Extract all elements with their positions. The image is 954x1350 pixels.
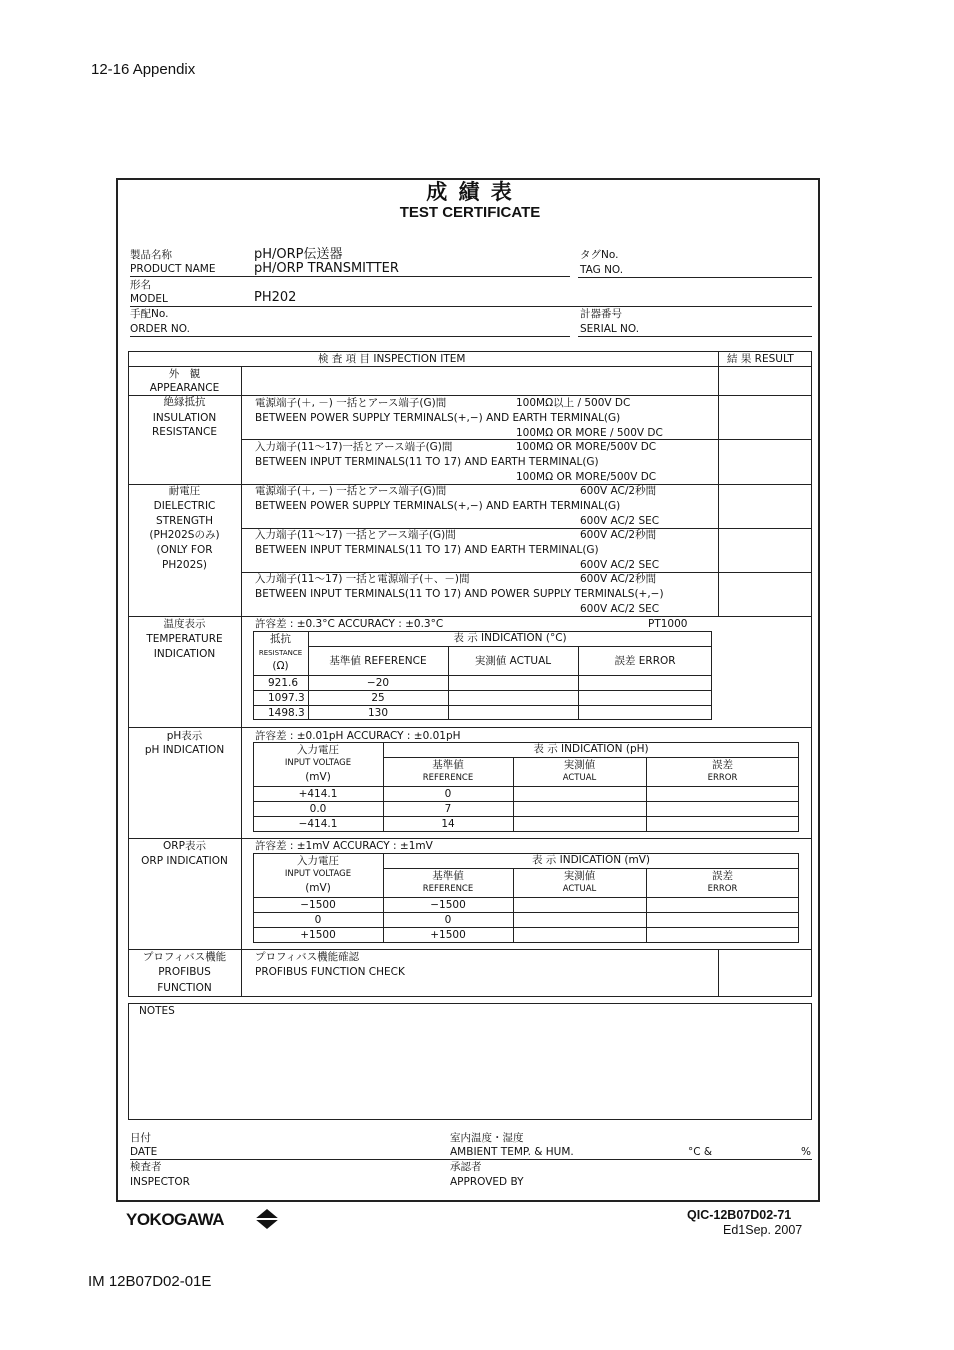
- temperature-sensor: PT1000: [648, 618, 688, 630]
- temp-row-3-ref: 130: [367, 707, 389, 719]
- insulation-r2-en: BETWEEN INPUT TERMINALS(11 TO 17) AND EARTH TERMINAL(G): [255, 456, 599, 468]
- orp-row-1-in: −1500: [300, 899, 336, 911]
- product-name-label-en: PRODUCT NAME: [130, 263, 216, 275]
- ph-row-1-ref: 0: [444, 788, 452, 800]
- date-label-en: DATE: [130, 1146, 158, 1158]
- profibus-jp: プロフィバス機能: [142, 951, 227, 963]
- insulation-r1-spec-en: 100MΩ OR MORE / 500V DC: [516, 427, 663, 439]
- ph-row-2-in: 0.0: [309, 803, 327, 815]
- orp-row-3-ref: +1500: [430, 929, 466, 941]
- orp-jp: ORP表示: [163, 840, 206, 852]
- ph-err-jp: 誤差: [712, 759, 733, 771]
- ph-indication: 表 示 INDICATION (pH): [533, 743, 649, 755]
- insulation-r2-spec-en: 100MΩ OR MORE/500V DC: [516, 471, 657, 483]
- ambient-pct: %: [801, 1146, 811, 1158]
- ambient-label-jp: 室内温度・湿度: [450, 1132, 524, 1144]
- ph-jp: pH表示: [166, 730, 203, 742]
- orp-input-en: INPUT VOLTAGE: [284, 869, 352, 879]
- insulation-r1-en: BETWEEN POWER SUPPLY TERMINALS(+,−) AND EARTH TERMINAL(G): [255, 412, 621, 424]
- insulation-en2: RESISTANCE: [152, 426, 217, 438]
- orp-act-jp: 実測値: [563, 870, 596, 882]
- orp-err-en: ERROR: [707, 884, 738, 894]
- serial-label-en: SERIAL NO.: [580, 323, 640, 335]
- inspector-label-jp: 検査者: [130, 1161, 162, 1173]
- dielectric-r3-spec-en: 600V AC/2 SEC: [580, 603, 660, 615]
- notes-label: NOTES: [139, 1005, 175, 1017]
- dielectric-en1: DIELECTRIC: [153, 500, 216, 512]
- insulation-jp: 絶縁抵抗: [163, 396, 206, 408]
- orp-en: ORP INDICATION: [141, 855, 228, 867]
- page-footer: IM 12B07D02-01E: [88, 1273, 212, 1290]
- appearance-en: APPEARANCE: [149, 382, 220, 394]
- ph-act-en: ACTUAL: [562, 773, 597, 783]
- dielectric-r1-spec-en: 600V AC/2 SEC: [580, 515, 660, 527]
- temp-ref-header: 基準値 REFERENCE: [329, 655, 427, 667]
- orp-row-3-in: +1500: [300, 929, 336, 941]
- notes-box: [128, 1003, 812, 1120]
- orp-row-1-ref: −1500: [430, 899, 466, 911]
- dielectric-r3-jp: 入力端子(11～17) 一括と電源端子(＋、－)間: [255, 573, 470, 585]
- page-header: 12-16 Appendix: [91, 61, 196, 78]
- dielectric-r2-spec-en: 600V AC/2 SEC: [580, 559, 660, 571]
- insulation-r2-spec-jp: 100MΩ OR MORE/500V DC: [516, 441, 657, 453]
- orp-ref-en: REFERENCE: [422, 884, 474, 894]
- dielectric-r3-spec-jp: 600V AC/2秒間: [580, 573, 657, 585]
- orp-ref-jp: 基準値: [432, 870, 464, 882]
- doc-edition: Ed1Sep. 2007: [723, 1223, 803, 1237]
- profibus-check-jp: プロフィバス機能確認: [255, 951, 360, 963]
- orp-row-2-in: 0: [314, 914, 322, 926]
- doc-code: QIC-12B07D02-71: [687, 1208, 792, 1222]
- inspector-label-en: INSPECTOR: [130, 1176, 190, 1188]
- temperature-jp: 温度表示: [163, 618, 206, 630]
- ph-en: pH INDICATION: [144, 744, 225, 756]
- dielectric-r1-jp: 電源端子(＋, －) 一括とアース端子(G)間: [255, 485, 447, 497]
- temp-row-3-res: 1498.3: [268, 707, 305, 719]
- ph-ref-jp: 基準値: [432, 759, 464, 771]
- profibus-en2: FUNCTION: [157, 982, 212, 994]
- inspection-item-header: 検 査 項 目 INSPECTION ITEM: [318, 353, 466, 365]
- orp-accuracy: 許容差 : ±1mV ACCURACY : ±1mV: [255, 840, 433, 852]
- ph-act-jp: 実測値: [563, 759, 596, 771]
- insulation-r1-spec-jp: 100MΩ以上 / 500V DC: [516, 397, 631, 409]
- insulation-r1-jp: 電源端子(＋, －) 一括とアース端子(G)間: [255, 397, 447, 409]
- temp-indication: 表 示 INDICATION (°C): [453, 632, 567, 644]
- orp-err-jp: 誤差: [712, 870, 733, 882]
- temp-err-header: 誤差 ERROR: [614, 655, 676, 667]
- dielectric-r2-spec-jp: 600V AC/2秒間: [580, 529, 657, 541]
- diamond-logo-icon: [255, 1209, 279, 1229]
- approved-label-jp: 承認者: [450, 1161, 482, 1173]
- dielectric-r3-en: BETWEEN INPUT TERMINALS(11 TO 17) AND POWER SUPPLY TERMINALS(+,−): [255, 588, 664, 600]
- ph-row-3-ref: 14: [441, 818, 455, 830]
- temp-row-2-ref: 25: [371, 692, 385, 704]
- title-en: TEST CERTIFICATE: [399, 204, 541, 221]
- ph-accuracy: 許容差 : ±0.01pH ACCURACY : ±0.01pH: [255, 730, 461, 742]
- orp-input-jp: 入力電圧: [297, 855, 339, 867]
- dielectric-note-jp: (PH202Sのみ): [149, 529, 220, 541]
- appearance-jp: 外 観: [168, 368, 201, 380]
- approved-label-en: APPROVED BY: [450, 1176, 524, 1188]
- dielectric-r2-en: BETWEEN INPUT TERMINALS(11 TO 17) AND EARTH TERMINAL(G): [255, 544, 599, 556]
- ambient-label-en: AMBIENT TEMP. & HUM.: [450, 1146, 574, 1158]
- ph-row-3-in: −414.1: [298, 818, 338, 830]
- orp-row-2-ref: 0: [444, 914, 452, 926]
- model-label-en: MODEL: [130, 293, 168, 305]
- dielectric-note-en2: PH202S): [161, 559, 208, 571]
- model-label-jp: 形名: [130, 279, 151, 291]
- temp-row-2-res: 1097.3: [268, 692, 305, 704]
- temp-res-unit: (Ω): [272, 660, 289, 672]
- dielectric-en2: STRENGTH: [156, 515, 213, 527]
- insulation-r2-jp: 入力端子(11～17)一括とアース端子(G)間: [255, 441, 453, 453]
- order-label-en: ORDER NO.: [130, 323, 190, 335]
- test-certificate: [116, 178, 820, 1202]
- product-name-en: pH/ORP TRANSMITTER: [254, 261, 399, 276]
- dielectric-note-en1: (ONLY FOR: [156, 544, 213, 556]
- dielectric-r1-spec-jp: 600V AC/2秒間: [580, 485, 657, 497]
- temperature-en2: INDICATION: [153, 648, 216, 660]
- temperature-en1: TEMPERATURE: [146, 633, 223, 645]
- insulation-en1: INSULATION: [152, 412, 217, 424]
- temp-act-header: 実測値 ACTUAL: [474, 655, 552, 667]
- dielectric-r1-en: BETWEEN POWER SUPPLY TERMINALS(+,−) AND EARTH TERMINAL(G): [255, 500, 621, 512]
- date-label-jp: 日付: [130, 1132, 151, 1144]
- page-footer-clip: [88, 1273, 288, 1290]
- serial-label-jp: 計器番号: [580, 308, 622, 320]
- ph-err-en: ERROR: [707, 773, 738, 783]
- ph-row-2-ref: 7: [444, 803, 452, 815]
- result-header: 結 果 RESULT: [727, 353, 794, 365]
- orp-input-unit: (mV): [305, 882, 331, 894]
- ph-input-en: INPUT VOLTAGE: [284, 758, 352, 768]
- temp-res-en: RESISTANCE: [258, 649, 303, 657]
- temp-row-1-res: 921.6: [268, 677, 299, 689]
- model-value: PH202: [254, 290, 297, 305]
- ph-row-1-in: +414.1: [298, 788, 338, 800]
- profibus-en1: PROFIBUS: [158, 966, 211, 978]
- ambient-deg: °C &: [688, 1146, 713, 1158]
- temperature-accuracy: 許容差 : ±0.3°C ACCURACY : ±0.3°C: [255, 618, 444, 630]
- orp-act-en: ACTUAL: [562, 884, 597, 894]
- product-name-label-jp: 製品名称: [130, 249, 172, 261]
- yokogawa-logo: YOKOGAWA: [126, 1210, 225, 1229]
- profibus-check-en: PROFIBUS FUNCTION CHECK: [255, 966, 405, 978]
- order-label-jp: 手配No.: [130, 308, 169, 320]
- temp-res-jp: 抵抗: [270, 633, 291, 645]
- product-name-jp: pH/ORP伝送器: [254, 247, 343, 262]
- tag-label-jp: タグNo.: [580, 249, 619, 261]
- dielectric-r2-jp: 入力端子(11～17) 一括とアース端子(G)間: [255, 529, 456, 541]
- ph-input-jp: 入力電圧: [297, 744, 339, 756]
- temp-row-1-ref: −20: [366, 677, 390, 689]
- title-jp: 成 績 表: [426, 180, 514, 204]
- orp-indication: 表 示 INDICATION (mV): [531, 854, 651, 866]
- ph-input-unit: (mV): [305, 771, 331, 783]
- dielectric-jp: 耐電圧: [168, 485, 201, 497]
- ph-ref-en: REFERENCE: [422, 773, 474, 783]
- tag-label-en: TAG NO.: [580, 264, 624, 276]
